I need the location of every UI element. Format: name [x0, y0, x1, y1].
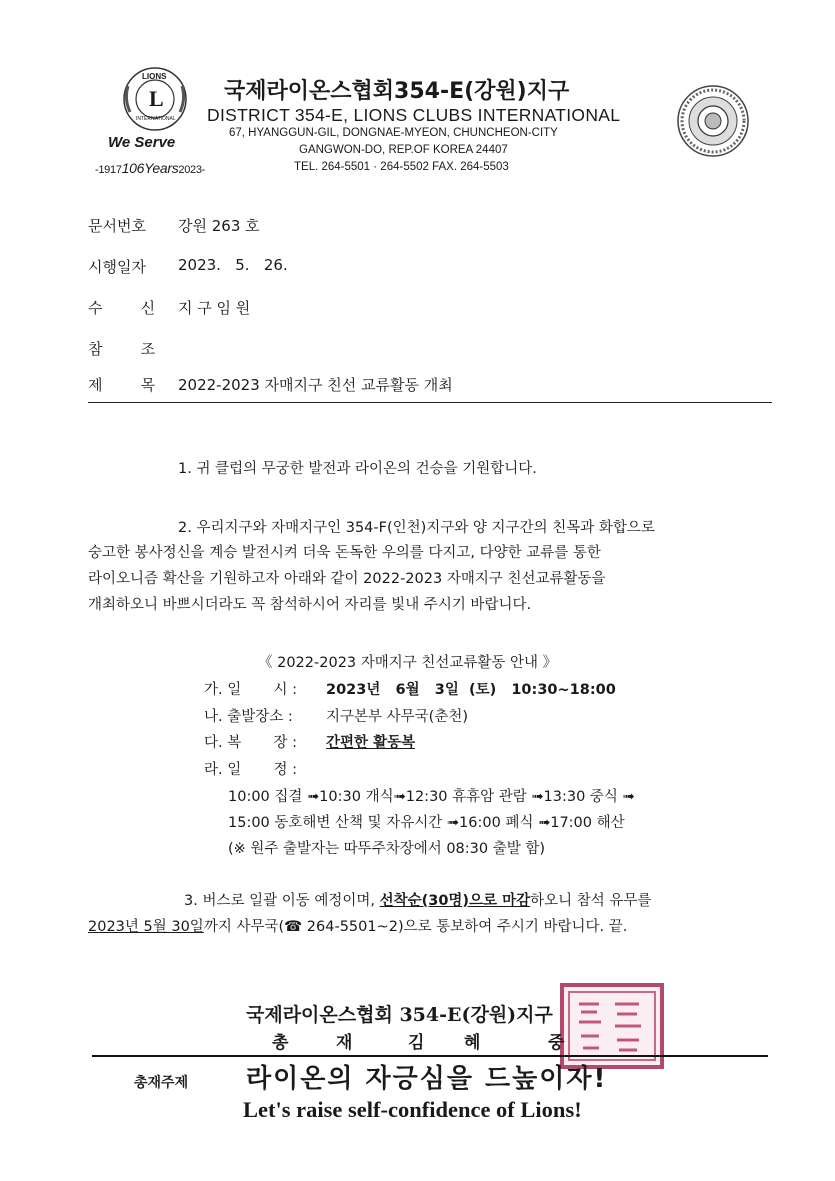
paragraph-3-text-c: 하오니 참석 유무를 — [530, 893, 652, 909]
paragraph-3-text-a: 3. 버스로 일괄 이동 예정이며, — [184, 893, 380, 909]
paragraph-3-text-e: 까지 사무국(☎ 264-5501~2)으로 통보하여 주시기 바랍니다. 끝. — [203, 919, 628, 935]
title-char-1: 총 — [272, 1033, 289, 1053]
slogan-korean: 라이온의 자긍심을 드높이자! — [246, 1064, 608, 1094]
subject-value: 2022-2023 자매지구 친선 교류활동 개최 — [178, 376, 453, 394]
departure-place-value: 지구본부 사무국(춘천) — [326, 709, 468, 725]
reference-label: 참 조 — [88, 340, 156, 358]
slogan-english: Let's raise self-confidence of Lions! — [243, 1097, 582, 1122]
district-emblem-icon — [676, 84, 750, 158]
lions-logo-letter: L — [149, 86, 164, 111]
years-prefix: -1917 — [95, 164, 122, 176]
years-badge — [95, 160, 205, 176]
years-main: 106Years — [121, 160, 179, 176]
title-char-2: 재 — [336, 1033, 353, 1053]
contact-phone-fax: TEL. 264-5501 · 264-5502 FAX. 264-5503 — [294, 161, 509, 173]
dress-code-value: 간편한 활동복 — [326, 735, 416, 751]
departure-place-label: 나. 출발장소 : — [204, 709, 293, 725]
paragraph-1: 1. 귀 클럽의 무궁한 발전과 라이온의 건승을 기원합니다. — [178, 461, 537, 477]
issue-date-value: 2023. 5. 26. — [178, 256, 288, 274]
years-suffix: 2023- — [178, 164, 206, 176]
paragraph-2-line-2: 숭고한 봉사정신을 계승 발전시켜 더욱 돈독한 우의를 다지고, 다양한 교류를 통한 — [88, 545, 601, 561]
subject-label: 제 목 — [88, 376, 156, 394]
name-char-3: 중 — [548, 1033, 565, 1053]
we-serve-motto: We Serve — [108, 134, 176, 151]
signatory-organization: 국제라이온스협회 354-E(강원)지구 — [246, 1004, 553, 1026]
organization-name-korean: 국제라이온스협회354-E(강원)지구 — [224, 79, 570, 104]
schedule-line-2: 15:00 동호해변 산책 및 자유시간 ➟16:00 폐식 ➟17:00 해산 — [228, 815, 625, 831]
address-line-2: GANGWON-DO, REP.OF KOREA 24407 — [299, 144, 508, 156]
doc-number-value: 강원 263 호 — [178, 217, 260, 235]
dress-code-label: 다. 복 장 : — [204, 735, 297, 751]
recipient-value: 지 구 임 원 — [178, 299, 251, 317]
lions-logo-text: LIONS — [142, 72, 167, 81]
deadline-emphasis: 선착순(30명)으로 마감 — [379, 893, 531, 909]
doc-number-label: 문서번호 — [88, 217, 146, 235]
schedule-label: 라. 일 정 : — [204, 762, 297, 778]
paragraph-2-line-3: 라이오니즘 확산을 기원하고자 아래와 같이 2022-2023 자매지구 친선교류활동을 — [88, 571, 606, 587]
address-line-1: 67, HYANGGUN-GIL, DONGNAE-MYEON, CHUNCHEON-CITY — [229, 127, 558, 139]
name-char-2: 혜 — [464, 1033, 481, 1053]
paragraph-3-line-2 — [88, 916, 627, 939]
slogan-label: 총재주제 — [134, 1075, 189, 1091]
issue-date-label: 시행일자 — [88, 258, 146, 276]
event-date-label: 가. 일 시 : — [204, 682, 297, 698]
reply-deadline-date: 2023년 5월 30일 — [88, 919, 204, 935]
footer-divider — [92, 1055, 768, 1057]
paragraph-2-line-4: 개최하오니 바쁘시더라도 꼭 참석하시어 자리를 빛내 주시기 바랍니다. — [88, 597, 532, 613]
recipient-label: 수 신 — [88, 299, 156, 317]
signatory-title-name — [272, 1028, 564, 1053]
organization-name-english: DISTRICT 354-E, LIONS CLUBS INTERNATIONAL — [207, 105, 621, 125]
name-char-1: 김 — [408, 1033, 425, 1053]
header-divider — [88, 402, 772, 403]
schedule-line-1: 10:00 집결 ➟10:30 개식➟12:30 휴휴암 관람 ➟13:30 중식 ➟ — [228, 789, 635, 805]
schedule-note: (※ 원주 출발자는 따뚜주차장에서 08:30 출발 함) — [228, 841, 546, 857]
paragraph-3-line-1 — [184, 890, 651, 913]
paragraph-2-line-1: 2. 우리지구와 자매지구인 354-F(인천)지구와 양 지구간의 친목과 화합으로 — [178, 520, 655, 536]
event-date-value: 2023년 6월 3일 (토) 10:30~18:00 — [326, 682, 616, 698]
info-section-title: 《 2022-2023 자매지구 친선교류활동 안내 》 — [258, 655, 558, 671]
lions-logo-ring: INTERNATIONAL — [136, 116, 176, 122]
